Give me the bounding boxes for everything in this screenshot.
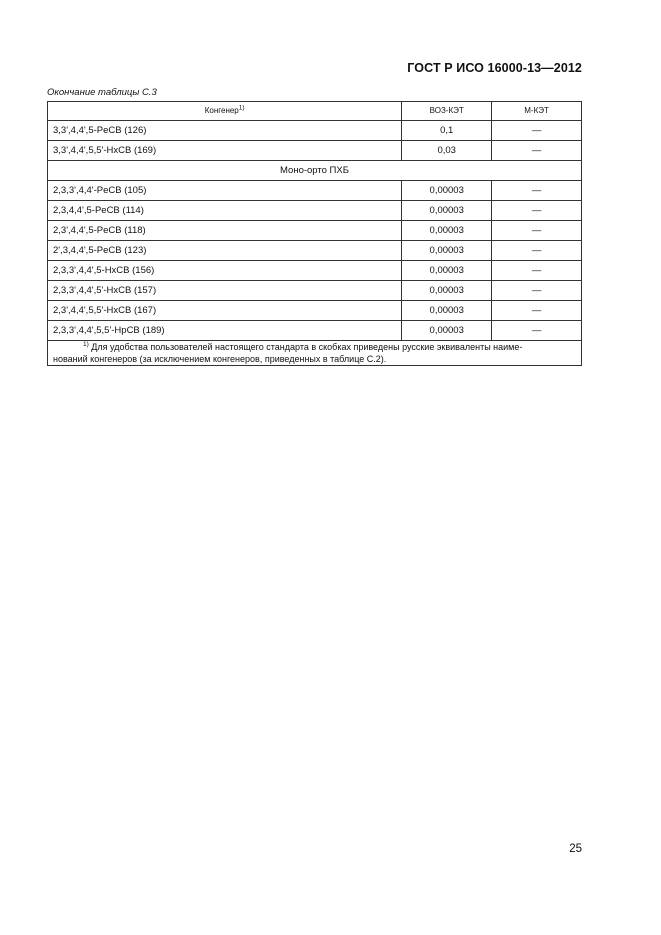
tef-table xyxy=(47,101,582,366)
column-header-i-tef: М-КЭТ xyxy=(492,102,582,121)
standard-title: ГОСТ Р ИСО 16000-13—2012 xyxy=(407,61,582,75)
table-row xyxy=(48,141,582,161)
footnote-line-1 xyxy=(53,341,576,353)
table-row xyxy=(48,201,582,221)
congener-name: 3,3',4,4',5-PeCB (126) xyxy=(48,121,402,141)
i-tef-value: — xyxy=(492,261,582,281)
i-tef-value: — xyxy=(492,301,582,321)
i-tef-value: — xyxy=(492,121,582,141)
who-tef-value: 0,00003 xyxy=(402,181,492,201)
column-header-congener xyxy=(48,102,402,121)
footnote-mark: 1) xyxy=(83,341,89,348)
column-header-who-tef: ВОЗ-КЭТ xyxy=(402,102,492,121)
congener-name: 3,3',4,4',5,5'-HxCB (169) xyxy=(48,141,402,161)
who-tef-value: 0,00003 xyxy=(402,201,492,221)
table-row xyxy=(48,261,582,281)
congener-name: 2,3,3',4,4',5'-HxCB (157) xyxy=(48,281,402,301)
table-row xyxy=(48,241,582,261)
page-number: 25 xyxy=(569,843,582,855)
congener-name: 2,3,3',4,4',5-HxCB (156) xyxy=(48,261,402,281)
i-tef-value: — xyxy=(492,321,582,341)
table-row xyxy=(48,221,582,241)
congener-name: 2,3',4,4',5,5'-HxCB (167) xyxy=(48,301,402,321)
who-tef-value: 0,00003 xyxy=(402,241,492,261)
footnote-row xyxy=(48,341,582,366)
table-row xyxy=(48,121,582,141)
who-tef-value: 0,03 xyxy=(402,141,492,161)
i-tef-value: — xyxy=(492,141,582,161)
footnote-text-1: Для удобства пользователей настоящего стандарта в скобках приведены русские эквиваленты наиме- xyxy=(91,342,523,352)
table-footnote xyxy=(48,341,582,366)
table-row xyxy=(48,281,582,301)
congener-name: 2,3,4,4',5-PeCB (114) xyxy=(48,201,402,221)
i-tef-value: — xyxy=(492,281,582,301)
table-row xyxy=(48,301,582,321)
i-tef-value: — xyxy=(492,201,582,221)
who-tef-value: 0,1 xyxy=(402,121,492,141)
who-tef-value: 0,00003 xyxy=(402,321,492,341)
i-tef-value: — xyxy=(492,181,582,201)
group-label-mono-ortho: Моно-орто ПХБ xyxy=(48,161,582,181)
table-row xyxy=(48,321,582,341)
table-row xyxy=(48,181,582,201)
i-tef-value: — xyxy=(492,221,582,241)
table-caption: Окончание таблицы С.3 xyxy=(47,87,157,98)
who-tef-value: 0,00003 xyxy=(402,301,492,321)
who-tef-value: 0,00003 xyxy=(402,221,492,241)
footnote-text-2: нований конгенеров (за исключением конгенеров, приведенных в таблице С.2). xyxy=(53,354,387,364)
i-tef-value: — xyxy=(492,241,582,261)
column-header-congener-label: Конгенер xyxy=(204,106,239,115)
congener-name: 2,3',4,4',5-PeCB (118) xyxy=(48,221,402,241)
congener-name: 2',3,4,4',5-PeCB (123) xyxy=(48,241,402,261)
congener-name: 2,3,3',4,4',5,5'-HpCB (189) xyxy=(48,321,402,341)
congener-name: 2,3,3',4,4'-PeCB (105) xyxy=(48,181,402,201)
who-tef-value: 0,00003 xyxy=(402,281,492,301)
group-header-row xyxy=(48,161,582,181)
who-tef-value: 0,00003 xyxy=(402,261,492,281)
table-header-row xyxy=(48,102,582,121)
footnote-reference: 1) xyxy=(238,104,245,112)
